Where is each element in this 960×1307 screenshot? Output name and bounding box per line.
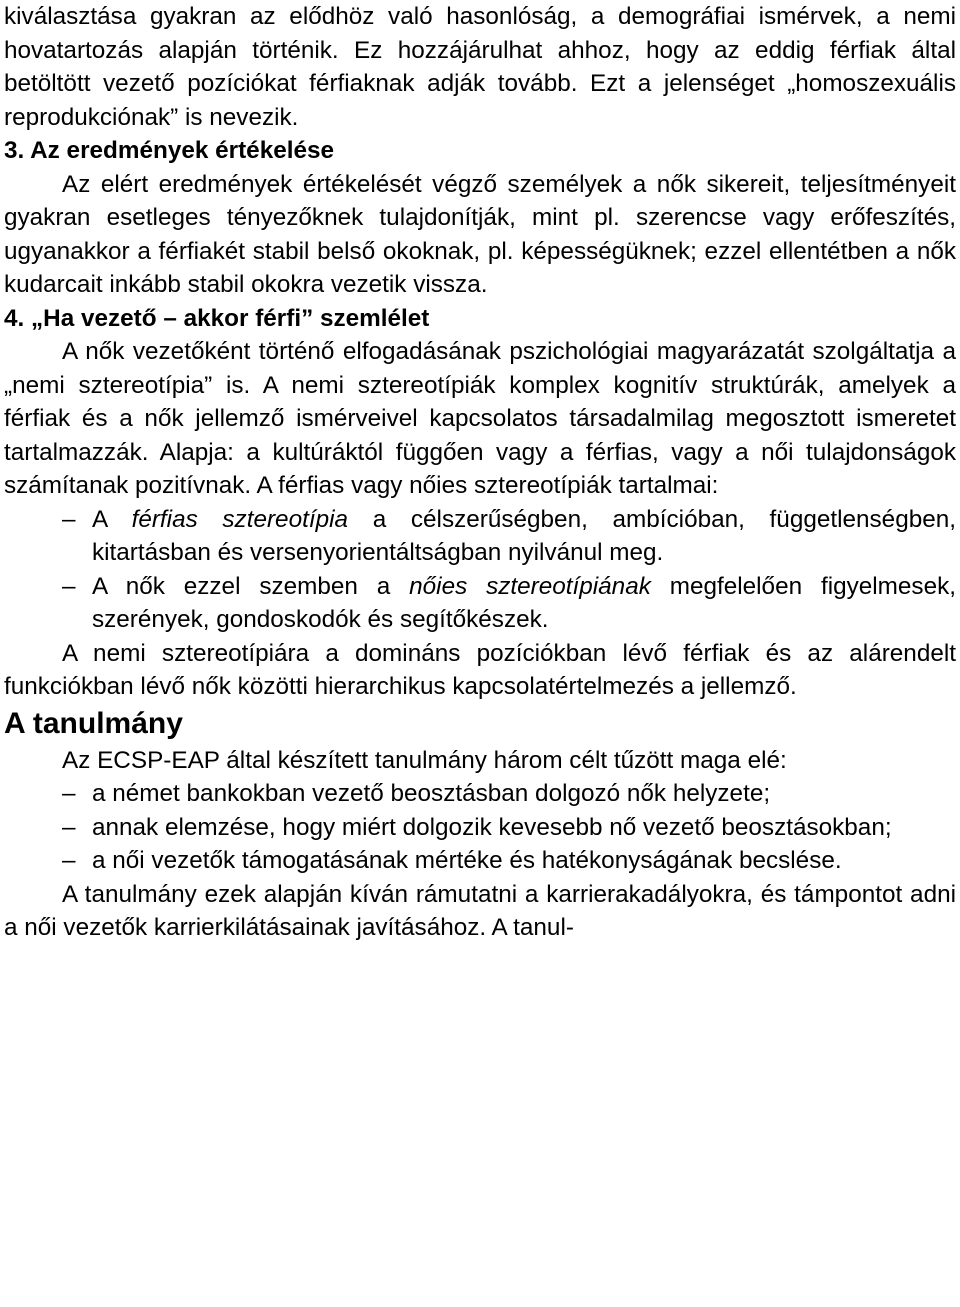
body-paragraph: A tanulmány ezek alapján kíván rámutatni a karrierakadályokra, és támpontot adni a női vezetők karrierkilátásainak javításához. A tanul- <box>4 880 956 941</box>
list-item <box>4 844 956 878</box>
list-item <box>4 570 956 637</box>
body-paragraph: kiválasztása gyakran az elődhöz való hasonlóság, a demográfiai ismérvek, a nemi hovatartozás alapján történik. Ez hozzájárulhat ahhoz, hogy az eddig férfiak által betöltött vezető pozíciókat férfiaknak adják tovább. Ezt a jelenséget „homoszexuális reprodukciónak” is nevezik. <box>4 3 956 131</box>
section-heading: 4. „Ha vezető – akkor férfi” szemlélet <box>4 304 430 332</box>
list-text: A nők ezzel szemben a <box>92 572 410 600</box>
dash-list <box>4 777 956 878</box>
list-text: annak elemzése, hogy miért dolgozik kevesebb nő vezető beosztásokban; <box>92 813 892 841</box>
body-paragraph: Az elért eredmények értékelését végző személyek a nők sikereit, teljesítményeit gyakran esetleges tényezőknek tulajdonítják, mint pl. szerencse vagy erőfeszítés, ugyanakkor a férfiakét stabil belső okoknak, pl. képességüknek; ezzel ellentétben a nők kudarcait inkább stabil okokra vezetik vissza. <box>4 170 956 298</box>
list-item <box>4 503 956 570</box>
list-text: megfelelően figyelmesek, szerények, gondoskodók és segítőkészek. <box>92 572 956 633</box>
body-paragraph: A nemi sztereotípiára a domináns pozíciókban lévő férfiak és az alárendelt funkciókban lévő nők közötti hierarchikus kapcsolatértelmezés a jellemző. <box>4 639 956 700</box>
list-dash: – <box>62 572 76 600</box>
emphasis-text: nőies sztereotípiának <box>409 572 651 600</box>
list-dash: – <box>62 813 76 841</box>
emphasis-text: férfias sztereotípia <box>131 505 349 533</box>
list-item <box>4 777 956 811</box>
list-text: a német bankokban vezető beosztásban dolgozó nők helyzete; <box>92 780 771 807</box>
list-text: a női vezetők támogatásának mértéke és hatékonyságának becslése. <box>92 847 842 874</box>
body-paragraph: A nők vezetőként történő elfogadásának pszichológiai magyarázatát szolgáltatja a „nemi sztereotípia” is. A nemi sztereotípiák komplex kognitív struktúrák, amelyek a férfiak és a nők jellemző ismérveivel kapcsolatos társadalmilag megosztott ismeretet tartalmazzák. Alapja: a kultúráktól függően vagy a férfias, vagy a női tulajdonságok számítanak pozitívnak. A férfias vagy nőies sztereotípiák tartalmai: <box>4 338 956 499</box>
list-dash: – <box>62 780 76 807</box>
dash-list <box>4 503 956 637</box>
body-paragraph: Az ECSP-EAP által készített tanulmány három célt tűzött maga elé: <box>62 746 787 774</box>
section-title: A tanulmány <box>4 706 183 740</box>
list-dash: – <box>62 847 76 874</box>
list-text: A <box>92 505 132 533</box>
list-dash: – <box>62 505 76 533</box>
list-item <box>4 811 956 845</box>
list-text: a célszerűségben, ambícióban, függetlenségben, kitartásban és versenyorientáltságban nyilvánul meg. <box>92 505 956 566</box>
section-heading: 3. Az eredmények értékelése <box>4 137 335 164</box>
